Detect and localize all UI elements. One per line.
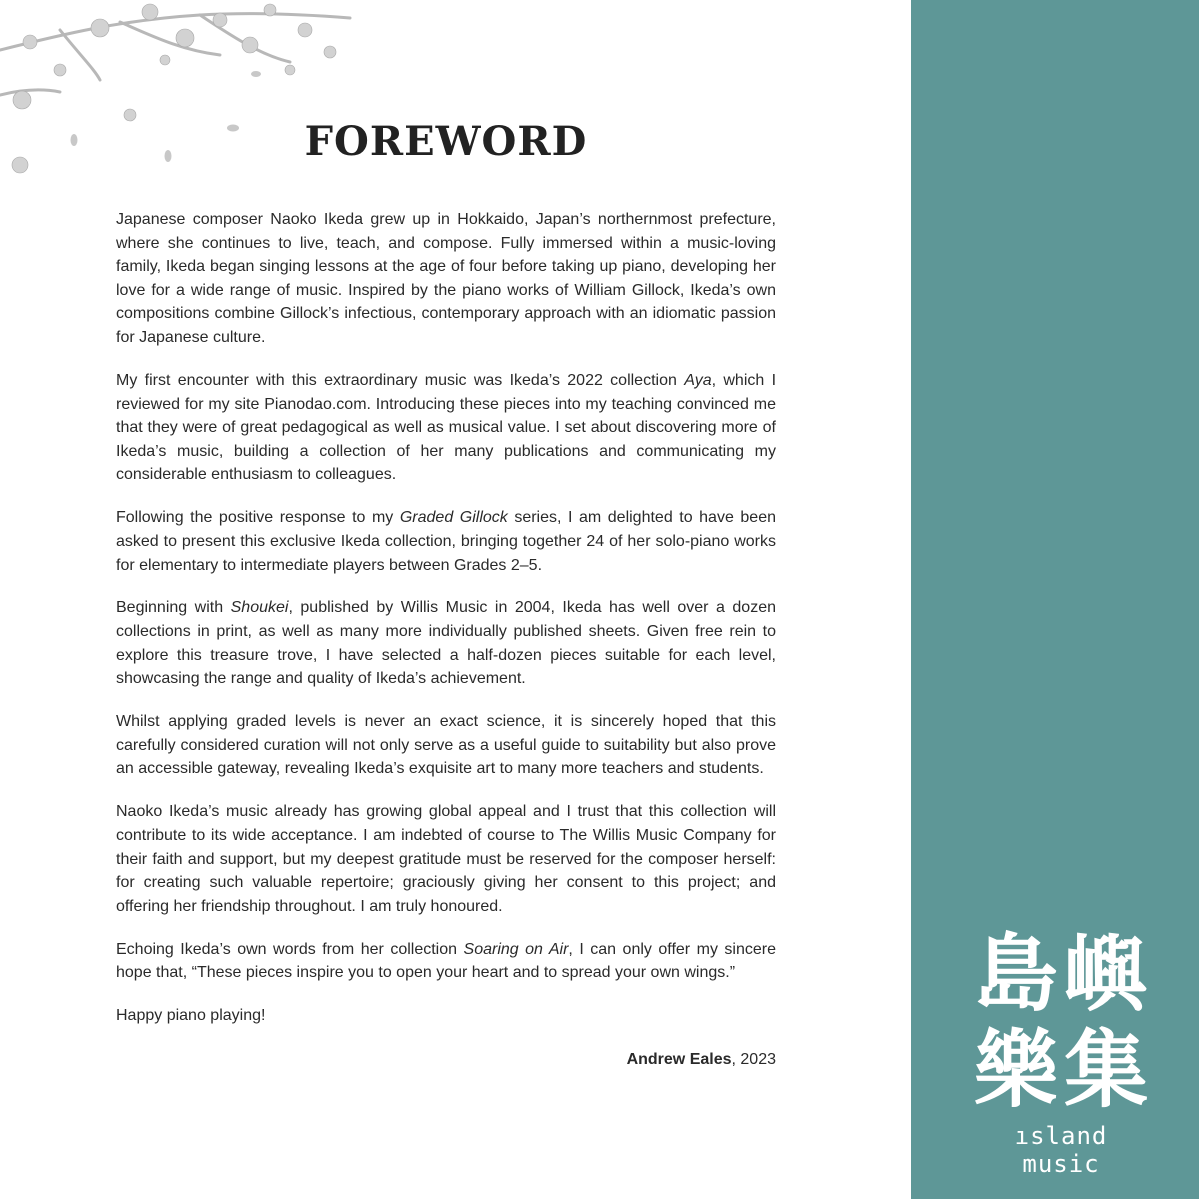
foreword-paragraph	[116, 938, 776, 985]
foreword-paragraph	[116, 208, 776, 350]
logo-wordmark: ısland music	[1014, 1122, 1108, 1178]
foreword-paragraph	[116, 710, 776, 781]
logo-char: 嶼	[1063, 925, 1148, 1023]
paragraph-text: Whilst applying graded levels is never an exact science, it is sincerely hoped that this carefully considered curation will not only serve as a useful guide to suitability but also prove an accessible gateway, revealing Ikeda’s exquisite art to many more teachers and students.	[116, 713, 776, 778]
logo-char: 島	[973, 925, 1058, 1023]
paragraph-text: Beginning with	[116, 599, 231, 617]
italic-title: Shoukei	[230, 599, 289, 617]
italic-title: Aya	[684, 371, 712, 389]
foreword-paragraph	[116, 369, 776, 487]
foreword-paragraph	[116, 800, 776, 918]
paragraph-text: Echoing Ikeda’s own words from her collection	[116, 940, 464, 958]
logo-char: 集	[1063, 1021, 1148, 1119]
italic-title: Graded Gillock	[399, 509, 508, 527]
foreword-paragraph	[116, 506, 776, 577]
paragraph-text: Happy piano playing!	[116, 1007, 266, 1025]
side-panel	[911, 0, 1199, 1199]
paragraph-text: , which I reviewed for my site Pianodao.com. Introducing these pieces into my teaching convinced me that they were of great pedagogical as well as musical value. I set about discovering more of Ikeda’s music, building a collection of her many publications and communicating my considerable enthusiasm to colleagues.	[116, 371, 777, 484]
paragraph-text: Japanese composer Naoko Ikeda grew up in Hokkaido, Japan’s northernmost prefecture, where she continues to live, teach, and compose. Fully immersed within a music-loving family, Ikeda began singing lessons at the age of four before taking up piano, developing her love for a wide range of music. Inspired by the piano works of William Gillock, Ikeda’s own compositions combine Gillock’s infectious, contemporary approach with an idiomatic passion for Japanese culture.	[116, 211, 776, 346]
island-music-logo	[971, 925, 1151, 1178]
paragraph-text: series, I am delighted to have been asked to present this exclusive Ikeda collection, bringing together 24 of her solo-piano works for elementary to intermediate players between Grades 2–5.	[116, 509, 776, 574]
foreword-paragraph	[116, 1004, 776, 1028]
logo-characters	[971, 925, 1151, 1120]
italic-title: Soaring on Air	[463, 940, 569, 958]
page-title: FOREWORD	[304, 118, 588, 165]
paragraph-text: , I can only offer my sincere hope that, “These pieces inspire you to open your heart and to spread your own wings.”	[116, 940, 777, 982]
logo-char: 樂	[973, 1021, 1058, 1119]
signature-name: Andrew Eales	[626, 1050, 732, 1068]
signature-year: , 2023	[731, 1050, 776, 1068]
paragraph-text: , published by Willis Music in 2004, Ikeda has well over a dozen collections in print, as well as many more individually published sheets. Given free rein to explore this treasure trove, I have selected a half-dozen pieces suitable for each level, showcasing the range and quality of Ikeda’s achievement.	[116, 599, 776, 688]
paragraph-text: Following the positive response to my	[116, 509, 400, 527]
paragraph-text: My first encounter with this extraordinary music was Ikeda’s 2022 collection	[116, 371, 685, 389]
signature	[116, 1048, 776, 1072]
foreword-body	[116, 208, 776, 1072]
paragraph-text: Naoko Ikeda’s music already has growing global appeal and I trust that this collection will contribute to its wide acceptance. I am indebted of course to The Willis Music Company for their faith and support, but my deepest gratitude must be reserved for the composer herself: for creating such valuable repertoire; graciously giving her consent to this project; and offering her friendship throughout. I am truly honoured.	[116, 803, 776, 915]
foreword-paragraph	[116, 596, 776, 690]
